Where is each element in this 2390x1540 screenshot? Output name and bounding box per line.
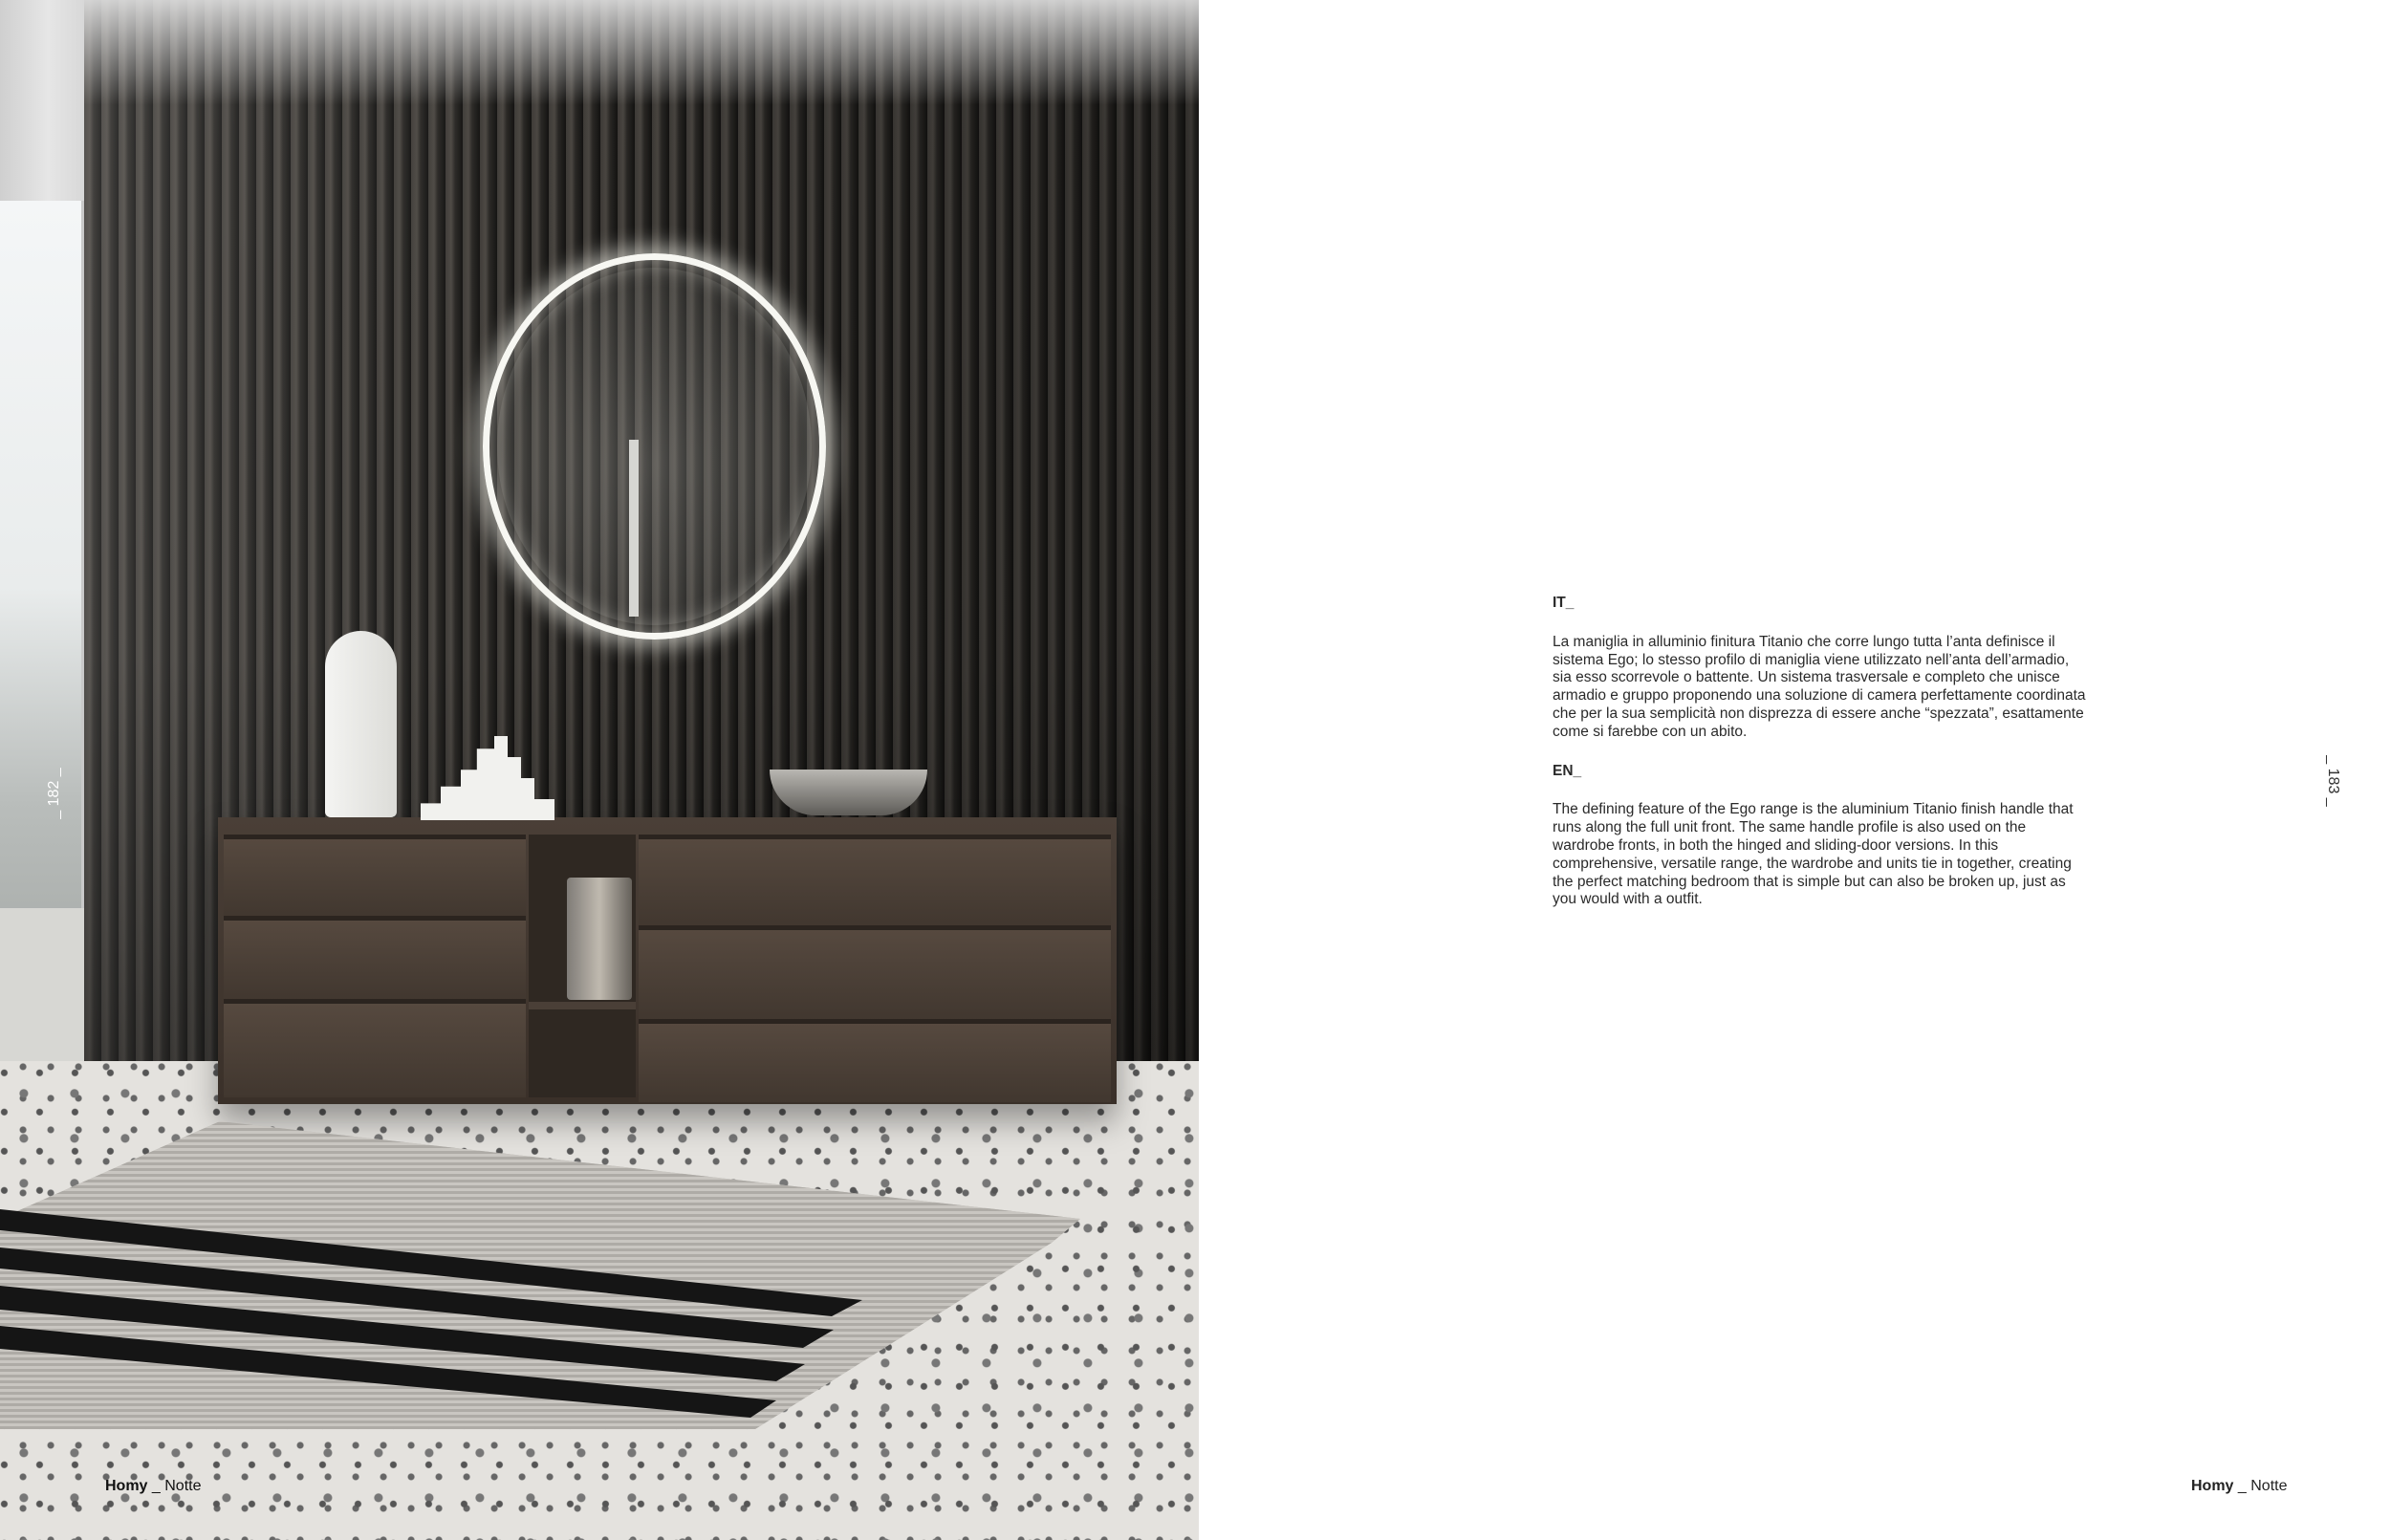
drawer — [224, 999, 526, 1097]
page-number-left-text: _ 182 _ — [46, 768, 62, 819]
page-number-right — [2314, 752, 2352, 810]
page-number-right-text: _ 183 _ — [2325, 755, 2341, 807]
white-sculpture — [325, 631, 397, 817]
drawer — [224, 916, 526, 1001]
illuminated-round-mirror — [483, 253, 826, 640]
footer-separator: _ — [2233, 1478, 2251, 1494]
italian-label: IT_ — [1553, 595, 1575, 611]
drawer — [639, 925, 1111, 1021]
niche-shelf — [529, 1002, 636, 1009]
window-sill — [0, 908, 91, 1061]
drawer — [639, 835, 1111, 927]
striped-rug — [0, 1114, 1199, 1429]
drawer — [224, 835, 526, 918]
decorative-bowl — [770, 770, 927, 815]
page-number-left — [40, 765, 69, 822]
suspended-dresser — [218, 817, 1117, 1104]
footer-section: Notte — [164, 1478, 202, 1494]
description-text-block — [1553, 595, 2088, 909]
drawer — [639, 1019, 1111, 1102]
footer-section: Notte — [2250, 1478, 2288, 1494]
footer-brand: Homy — [2191, 1478, 2234, 1494]
italian-paragraph: La maniglia in alluminio finitura Titanio che corre lungo tutta l’anta definisce il sistema Ego; lo stesso profilo di maniglia viene utilizzato nell’anta dell’armadio, sia esso scorrevole o battente. Un sistema trasversale e completo che unisce armadio e gruppo proponendo una soluzione di camera perfettamente coordinata che per la sua semplicità non disprezza di essere anche “spezzata”, esattamente come si farebbe con un abito. — [1553, 633, 2086, 740]
footer-separator: _ — [147, 1478, 165, 1494]
footer-left — [105, 1478, 202, 1495]
wall-top-light — [84, 0, 1199, 105]
glass-vase — [567, 878, 632, 1000]
english-label: EN_ — [1553, 762, 1582, 779]
footer-right — [2191, 1478, 2288, 1495]
english-paragraph: The defining feature of the Ego range is the aluminium Titanio finish handle that runs along the full unit front. The same handle profile is also used on the wardrobe fronts, in both the hinged and sliding-door versions. In this comprehensive, versatile range, the wardrobe and units tie in together, creating the perfect matching bedroom that is simple but can also be broken up, just as you would with a outfit. — [1553, 801, 2074, 908]
footer-brand: Homy — [105, 1478, 148, 1494]
